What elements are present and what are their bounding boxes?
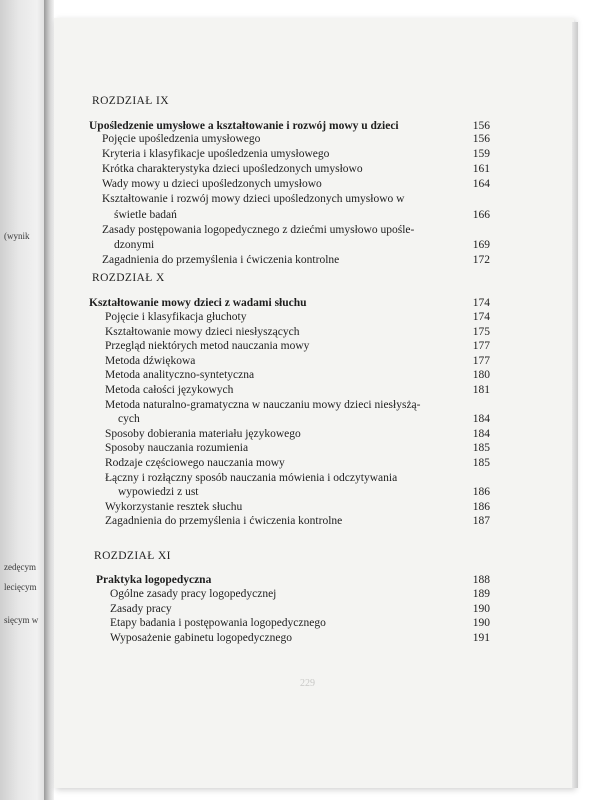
toc-entry-page: 185	[472, 442, 490, 455]
toc-entry-page: 177	[472, 354, 490, 367]
toc-entry-page: 191	[472, 632, 490, 645]
chapter-heading-ix: ROZDZIAŁ IX	[92, 95, 169, 107]
toc-entry: Krótka charakterystyka dzieci upośledzonych umysłowo	[102, 163, 363, 176]
toc-entry-page: 166	[472, 208, 490, 221]
toc-entry: Przegląd niektórych metod nauczania mowy	[105, 340, 310, 353]
toc-entry-page: 164	[472, 178, 490, 191]
toc-entry-page: 189	[472, 588, 490, 600]
toc-entry-page: 190	[472, 617, 490, 630]
toc-entry: Sposoby nauczania rozumienia	[105, 442, 249, 455]
toc-entry: Metoda analityczno-syntetyczna	[105, 369, 255, 382]
toc-entry-page: 156	[472, 133, 490, 145]
toc-entry-page: 187	[472, 515, 490, 528]
toc-entry-page: 184	[472, 427, 490, 440]
left-page-text-fragment: sięcym w	[4, 615, 39, 625]
toc-entry-page: 169	[472, 238, 490, 251]
chapter-title-page-x: 174	[472, 297, 490, 309]
toc-entry: Zasady pracy	[110, 602, 172, 615]
toc-entry: Etapy badania i postępowania logopedycznego	[110, 617, 326, 630]
toc-entry: Zagadnienia do przemyślenia i ćwiczenia kontrolne	[105, 515, 343, 528]
toc-entry: Wykorzystanie resztek słuchu	[105, 500, 243, 513]
chapter-title-x: Kształtowanie mowy dzieci z wadami słuchu	[89, 297, 307, 309]
toc-entry-page: 181	[472, 384, 490, 396]
chapter-title-xi: Praktyka logopedyczna	[96, 574, 212, 586]
toc-entry: Rodzaje częściowego nauczania mowy	[105, 457, 285, 469]
toc-entry-page: 174	[472, 311, 490, 323]
page-number: 229	[300, 678, 315, 689]
toc-entry-page: 186	[472, 500, 490, 513]
left-page-text-fragment: lecięcym	[4, 582, 37, 592]
toc-entry-page: 172	[472, 253, 490, 266]
toc-entry: Zagadnienia do przemyślenia i ćwiczenia kontrolne	[102, 253, 340, 266]
toc-entry: cych	[118, 413, 140, 426]
toc-entry-page: 175	[472, 325, 490, 338]
chapter-heading-x: ROZDZIAŁ X	[92, 272, 165, 284]
toc-entry: Kryteria i klasyfikacje upośledzenia umysłowego	[102, 148, 330, 161]
toc-entry: Sposoby dobierania materiału językowego	[105, 427, 301, 440]
toc-entry-page: 185	[472, 457, 490, 469]
toc-entry-page: 186	[472, 486, 490, 499]
toc-entry: Kształtowanie i rozwój mowy dzieci upośledzonych umysłowo w	[102, 193, 405, 206]
toc-entry: Metoda dźwiękowa	[105, 354, 196, 367]
left-page-text-fragment: (wynik	[4, 231, 30, 241]
toc-entry-page: 190	[472, 602, 490, 615]
toc-entry: Metoda naturalno-gramatyczna w nauczaniu mowy dzieci niesłysżą-	[105, 398, 421, 411]
chapter-title-page-xi: 188	[472, 574, 490, 586]
toc-entry: Kształtowanie mowy dzieci niesłyszących	[105, 325, 300, 338]
toc-entry: Łączny i rozłączny sposób nauczania mówienia i odczytywania	[105, 471, 398, 484]
toc-entry: Metoda całości językowych	[105, 384, 234, 396]
toc-entry-page: 177	[472, 340, 490, 353]
toc-entry: Pojęcie upośledzenia umysłowego	[102, 133, 261, 145]
toc-entry: Ogólne zasady pracy logopedycznej	[110, 588, 277, 600]
left-page-text-fragment: zedęcym	[4, 562, 36, 572]
chapter-heading-xi: ROZDZIAŁ XI	[94, 550, 171, 562]
chapter-title-page-ix: 156	[472, 120, 490, 132]
toc-entry: Zasady postępowania logopedycznego z dziećmi umysłowo upośle-	[102, 223, 415, 236]
toc-entry-page: 161	[472, 163, 490, 176]
toc-entry: dzonymi	[114, 238, 155, 251]
toc-entry-page: 159	[472, 148, 490, 161]
toc-entry-page: 184	[472, 413, 490, 426]
toc-entry-page: 180	[472, 369, 490, 382]
toc-entry: Pojęcie i klasyfikacja głuchoty	[105, 311, 247, 323]
chapter-title-ix: Upośledzenie umysłowe a kształtowanie i rozwój mowy u dzieci	[89, 120, 399, 132]
toc-entry: świetle badań	[114, 208, 177, 221]
toc-entry: Wady mowy u dzieci upośledzonych umysłowo	[102, 178, 322, 191]
toc-entry: wypowiedzi z ust	[118, 486, 199, 499]
toc-entry: Wyposażenie gabinetu logopedycznego	[110, 632, 292, 645]
